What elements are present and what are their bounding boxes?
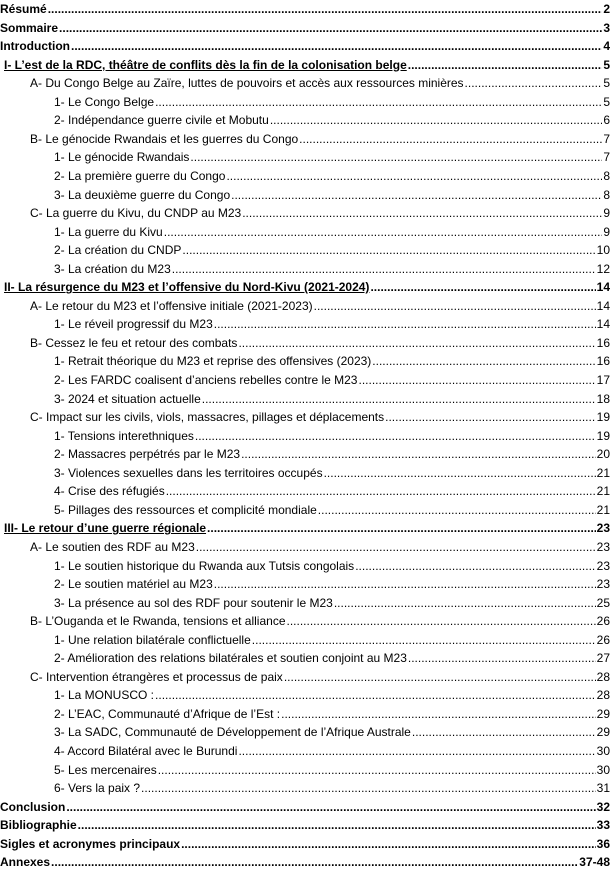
toc-entry-section[interactable] xyxy=(30,298,610,315)
toc-entry-title: 1- Une relation bilatérale conflictuelle xyxy=(54,632,251,647)
toc-entry-page: 2 xyxy=(603,2,610,16)
toc-leader-dots xyxy=(78,817,596,834)
toc-entry-subsection[interactable] xyxy=(54,168,610,185)
toc-entry-page: 31 xyxy=(596,781,610,796)
toc-entry-subsection[interactable] xyxy=(54,576,610,593)
toc-entry-title: C- Impact sur les civils, viols, massacres, pillages et déplacements xyxy=(30,410,385,425)
toc-entry-page: 37-48 xyxy=(579,855,610,870)
toc-entry-title: I- L’est de la RDC, théâtre de conflits dès la fin de la colonisation belge xyxy=(4,57,407,72)
toc-leader-dots xyxy=(207,520,596,537)
toc-leader-dots xyxy=(385,409,596,426)
toc-entry-page: 27 xyxy=(596,651,610,666)
toc-entry-page: 32 xyxy=(596,799,610,814)
toc-entry-subsection[interactable] xyxy=(54,224,610,241)
toc-entry-subsection[interactable] xyxy=(54,316,610,333)
toc-entry-page: 30 xyxy=(596,744,610,758)
toc-entry-page: 19 xyxy=(596,410,610,425)
toc-entry-page: 29 xyxy=(596,706,610,721)
toc-entry-subsection[interactable] xyxy=(54,595,610,612)
toc-leader-dots xyxy=(408,650,596,667)
toc-entry-subsection[interactable] xyxy=(54,502,610,519)
toc-entry-title: B- Cessez le feu et retour des combats xyxy=(30,335,238,350)
toc-entry-bibliographie[interactable] xyxy=(0,817,610,834)
toc-entry-subsection[interactable] xyxy=(54,149,610,166)
toc-leader-dots xyxy=(158,762,596,779)
toc-entry-page: 23 xyxy=(596,558,610,573)
toc-entry-title: 5- Pillages des ressources et complicité mondiale xyxy=(54,502,317,517)
toc-leader-dots xyxy=(284,669,596,686)
toc-entry-page: 5 xyxy=(603,94,610,109)
toc-leader-dots xyxy=(465,75,603,92)
toc-leader-dots xyxy=(66,799,595,816)
toc-leader-dots xyxy=(48,1,603,18)
toc-leader-dots xyxy=(355,558,595,575)
toc-entry-title: 2- Massacres perpétrés par le M23 xyxy=(54,447,241,462)
toc-entry-page: 16 xyxy=(596,335,610,350)
toc-entry-page: 18 xyxy=(596,391,610,406)
toc-leader-dots xyxy=(281,706,596,723)
toc-entry-title: 1- Le Congo Belge xyxy=(54,94,155,109)
toc-entry-title: 5- Les mercenaires xyxy=(54,762,157,777)
toc-leader-dots xyxy=(238,743,595,760)
toc-leader-dots xyxy=(164,224,603,241)
toc-entry-section[interactable] xyxy=(30,75,610,92)
toc-entry-page: 12 xyxy=(596,261,610,276)
toc-entry-title: Annexes xyxy=(0,855,51,870)
toc-leader-dots xyxy=(202,391,596,408)
toc-leader-dots xyxy=(299,131,602,148)
toc-leader-dots xyxy=(196,539,596,556)
toc-entry-page: 26 xyxy=(596,614,610,629)
toc-leader-dots xyxy=(214,576,596,593)
toc-entry-title: 3- Violences sexuelles dans les territoires occupés xyxy=(54,465,323,480)
toc-entry-title: Résumé xyxy=(0,2,47,16)
toc-leader-dots xyxy=(231,187,602,204)
toc-entry-page: 28 xyxy=(596,669,610,684)
toc-entry-page: 23 xyxy=(596,577,610,592)
toc-entry-annexes[interactable] xyxy=(0,854,610,871)
toc-entry-section[interactable] xyxy=(30,613,610,630)
toc-entry-subsection[interactable] xyxy=(54,391,610,408)
toc-leader-dots xyxy=(166,483,596,500)
toc-leader-dots xyxy=(314,298,596,315)
toc-entry-title: Bibliographie xyxy=(0,818,77,833)
toc-entry-title: 2- Indépendance guerre civile et Mobutu xyxy=(54,113,269,128)
toc-entry-page: 21 xyxy=(596,484,610,499)
toc-leader-dots xyxy=(242,205,602,222)
toc-entry-subsection[interactable] xyxy=(54,465,610,482)
toc-entry-title: 3- La deuxième guerre du Congo xyxy=(54,187,231,202)
toc-leader-dots xyxy=(287,613,596,630)
toc-entry-title: 1- Retrait théorique du M23 et reprise des offensives (2023) xyxy=(54,354,372,369)
toc-entry-subsection[interactable] xyxy=(54,242,610,259)
toc-entry-title: A- Le soutien des RDF au M23 xyxy=(30,539,195,554)
toc-entry-title: 3- 2024 et situation actuelle xyxy=(54,391,201,406)
toc-entry-introduction[interactable] xyxy=(0,38,610,55)
toc-entry-title: Sommaire xyxy=(0,20,59,35)
toc-entry-page: 28 xyxy=(596,688,610,703)
toc-leader-dots xyxy=(214,316,596,333)
toc-entry-subsection[interactable] xyxy=(54,372,610,389)
toc-leader-dots xyxy=(372,353,595,370)
toc-entry-title: B- L’Ouganda et le Rwanda, tensions et alliance xyxy=(30,614,286,629)
toc-entry-title: 2- La création du CNDP xyxy=(54,243,182,258)
toc-leader-dots xyxy=(241,446,596,463)
toc-entry-page: 25 xyxy=(596,595,610,610)
toc-entry-conclusion[interactable] xyxy=(0,799,610,816)
toc-leader-dots xyxy=(51,854,578,871)
toc-leader-dots xyxy=(334,595,596,612)
toc-entry-page: 33 xyxy=(596,818,610,833)
toc-leader-dots xyxy=(226,168,602,185)
toc-entry-sigles[interactable] xyxy=(0,836,610,853)
toc-entry-part-2[interactable] xyxy=(4,279,610,296)
toc-entry-page: 14 xyxy=(596,298,610,313)
toc-entry-subsection[interactable] xyxy=(54,558,610,575)
toc-entry-subsection[interactable] xyxy=(54,762,610,779)
toc-entry-title: A- Du Congo Belge au Zaïre, luttes de pouvoirs et accès aux ressources minières xyxy=(30,76,464,91)
toc-entry-subsection[interactable] xyxy=(54,261,610,278)
toc-entry-page: 4 xyxy=(603,39,610,54)
toc-entry-page: 20 xyxy=(596,447,610,462)
toc-entry-subsection[interactable] xyxy=(54,724,610,741)
toc-entry-title: III- Le retour d’une guerre régionale xyxy=(4,521,207,536)
toc-entry-page: 21 xyxy=(596,502,610,517)
toc-leader-dots xyxy=(155,94,602,111)
toc-entry-part-1[interactable] xyxy=(4,57,610,74)
toc-entry-title: 3- La création du M23 xyxy=(54,261,171,276)
toc-leader-dots xyxy=(172,261,596,278)
toc-entry-page: 7 xyxy=(603,131,610,146)
toc-entry-section[interactable] xyxy=(30,539,610,556)
toc-entry-page: 8 xyxy=(603,187,610,202)
toc-entry-page: 26 xyxy=(596,632,610,647)
toc-entry-sommaire[interactable] xyxy=(0,20,610,37)
toc-entry-title: 2- Les FARDC coalisent d’anciens rebelles contre le M23 xyxy=(54,373,358,387)
toc-entry-subsection[interactable] xyxy=(54,706,610,723)
toc-entry-page: 6 xyxy=(603,113,610,128)
toc-leader-dots xyxy=(238,335,595,352)
toc-entry-title: 2- L’EAC, Communauté d’Afrique de l’Est : xyxy=(54,706,281,721)
toc-entry-title: B- Le génocide Rwandais et les guerres du Congo xyxy=(30,131,299,146)
toc-entry-page: 23 xyxy=(596,521,610,536)
toc-leader-dots xyxy=(190,149,602,166)
toc-leader-dots xyxy=(181,836,596,853)
toc-entry-title: 4- Accord Bilatéral avec le Burundi xyxy=(54,744,238,758)
toc-entry-subsection[interactable] xyxy=(54,187,610,204)
toc-entry-subsection[interactable] xyxy=(54,687,610,704)
toc-leader-dots xyxy=(141,780,596,797)
toc-entry-title: Introduction xyxy=(0,39,70,54)
toc-entry-section[interactable] xyxy=(30,409,610,426)
toc-entry-subsection[interactable] xyxy=(54,94,610,111)
toc-entry-subsection[interactable] xyxy=(54,446,610,463)
toc-entry-title: 1- Tensions interethniques xyxy=(54,428,194,443)
toc-entry-subsection[interactable] xyxy=(54,428,610,445)
toc-entry-title: C- La guerre du Kivu, du CNDP au M23 xyxy=(30,206,242,221)
toc-entry-title: 1- Le génocide Rwandais xyxy=(54,150,190,165)
toc-entry-page: 14 xyxy=(596,317,610,332)
toc-entry-section[interactable] xyxy=(30,669,610,686)
toc-entry-title: C- Intervention étrangères et processus de paix xyxy=(30,669,283,684)
toc-entry-title: 1- La MONUSCO : xyxy=(54,688,155,703)
toc-entry-page: 9 xyxy=(603,206,610,221)
toc-entry-section[interactable] xyxy=(30,131,610,148)
toc-entry-page: 14 xyxy=(596,280,610,295)
toc-entry-page: 5 xyxy=(603,76,610,91)
toc-entry-page: 5 xyxy=(603,57,610,72)
toc-leader-dots xyxy=(195,428,596,445)
toc-leader-dots xyxy=(270,112,603,129)
toc-entry-title: 3- La présence au sol des RDF pour soutenir le M23 xyxy=(54,595,333,610)
toc-entry-subsection[interactable] xyxy=(54,353,610,370)
toc-entry-title: A- Le retour du M23 et l’offensive initiale (2021-2023) xyxy=(30,298,313,313)
toc-entry-title: 2- Le soutien matériel au M23 xyxy=(54,577,213,592)
toc-entry-subsection[interactable] xyxy=(54,112,610,129)
toc-entry-page: 16 xyxy=(596,354,610,369)
toc-entry-page: 3 xyxy=(603,20,610,35)
toc-entry-page: 36 xyxy=(596,836,610,851)
toc-entry-title: Sigles et acronymes principaux xyxy=(0,836,181,851)
toc-leader-dots xyxy=(412,724,596,741)
toc-entry-subsection[interactable] xyxy=(54,632,610,649)
toc-entry-page: 17 xyxy=(596,373,610,387)
toc-leader-dots xyxy=(408,57,603,74)
toc-leader-dots xyxy=(59,20,602,37)
toc-entry-subsection[interactable] xyxy=(54,743,610,760)
toc-entry-title: Conclusion xyxy=(0,799,66,814)
toc-leader-dots xyxy=(318,502,596,519)
toc-entry-page: 23 xyxy=(596,539,610,554)
toc-entry-page: 19 xyxy=(596,428,610,443)
toc-entry-part-3[interactable] xyxy=(4,520,610,537)
toc-entry-title: 2- Amélioration des relations bilatérales et soutien conjoint au M23 xyxy=(54,651,407,666)
toc-entry-section[interactable] xyxy=(30,335,610,352)
toc-entry-subsection[interactable] xyxy=(54,483,610,500)
toc-leader-dots xyxy=(370,279,595,296)
toc-leader-dots xyxy=(252,632,596,649)
toc-leader-dots xyxy=(155,687,596,704)
toc-entry-page: 30 xyxy=(596,762,610,777)
toc-leader-dots xyxy=(182,242,595,259)
toc-entry-page: 10 xyxy=(596,243,610,258)
toc-entry-title: 1- Le soutien historique du Rwanda aux Tutsis congolais xyxy=(54,558,355,573)
toc-entry-title: 1- Le réveil progressif du M23 xyxy=(54,317,213,332)
toc-entry-page: 29 xyxy=(596,725,610,740)
toc-entry-page: 21 xyxy=(596,465,610,480)
toc-entry-title: 3- La SADC, Communauté de Développement de l’Afrique Australe xyxy=(54,725,411,740)
toc-leader-dots xyxy=(324,465,596,482)
toc-entry-title: 4- Crise des réfugiés xyxy=(54,484,165,499)
toc-entry-title: 6- Vers la paix ? xyxy=(54,781,141,796)
toc-entry-page: 8 xyxy=(603,168,610,183)
toc-entry-page: 9 xyxy=(603,224,610,239)
toc-entry-title: 1- La guerre du Kivu xyxy=(54,224,163,239)
toc-entry-title: II- La résurgence du M23 et l’offensive du Nord-Kivu (2021-2024) xyxy=(4,280,370,295)
toc-entry-subsection[interactable] xyxy=(54,650,610,667)
toc-entry-page: 7 xyxy=(603,150,610,165)
toc-leader-dots xyxy=(71,38,602,55)
toc-leader-dots xyxy=(358,372,595,389)
toc-entry-title: 2- La première guerre du Congo xyxy=(54,168,226,183)
toc-entry-section[interactable] xyxy=(30,205,610,222)
toc-entry-subsection[interactable] xyxy=(54,780,610,797)
toc-entry-resume[interactable] xyxy=(0,1,610,18)
